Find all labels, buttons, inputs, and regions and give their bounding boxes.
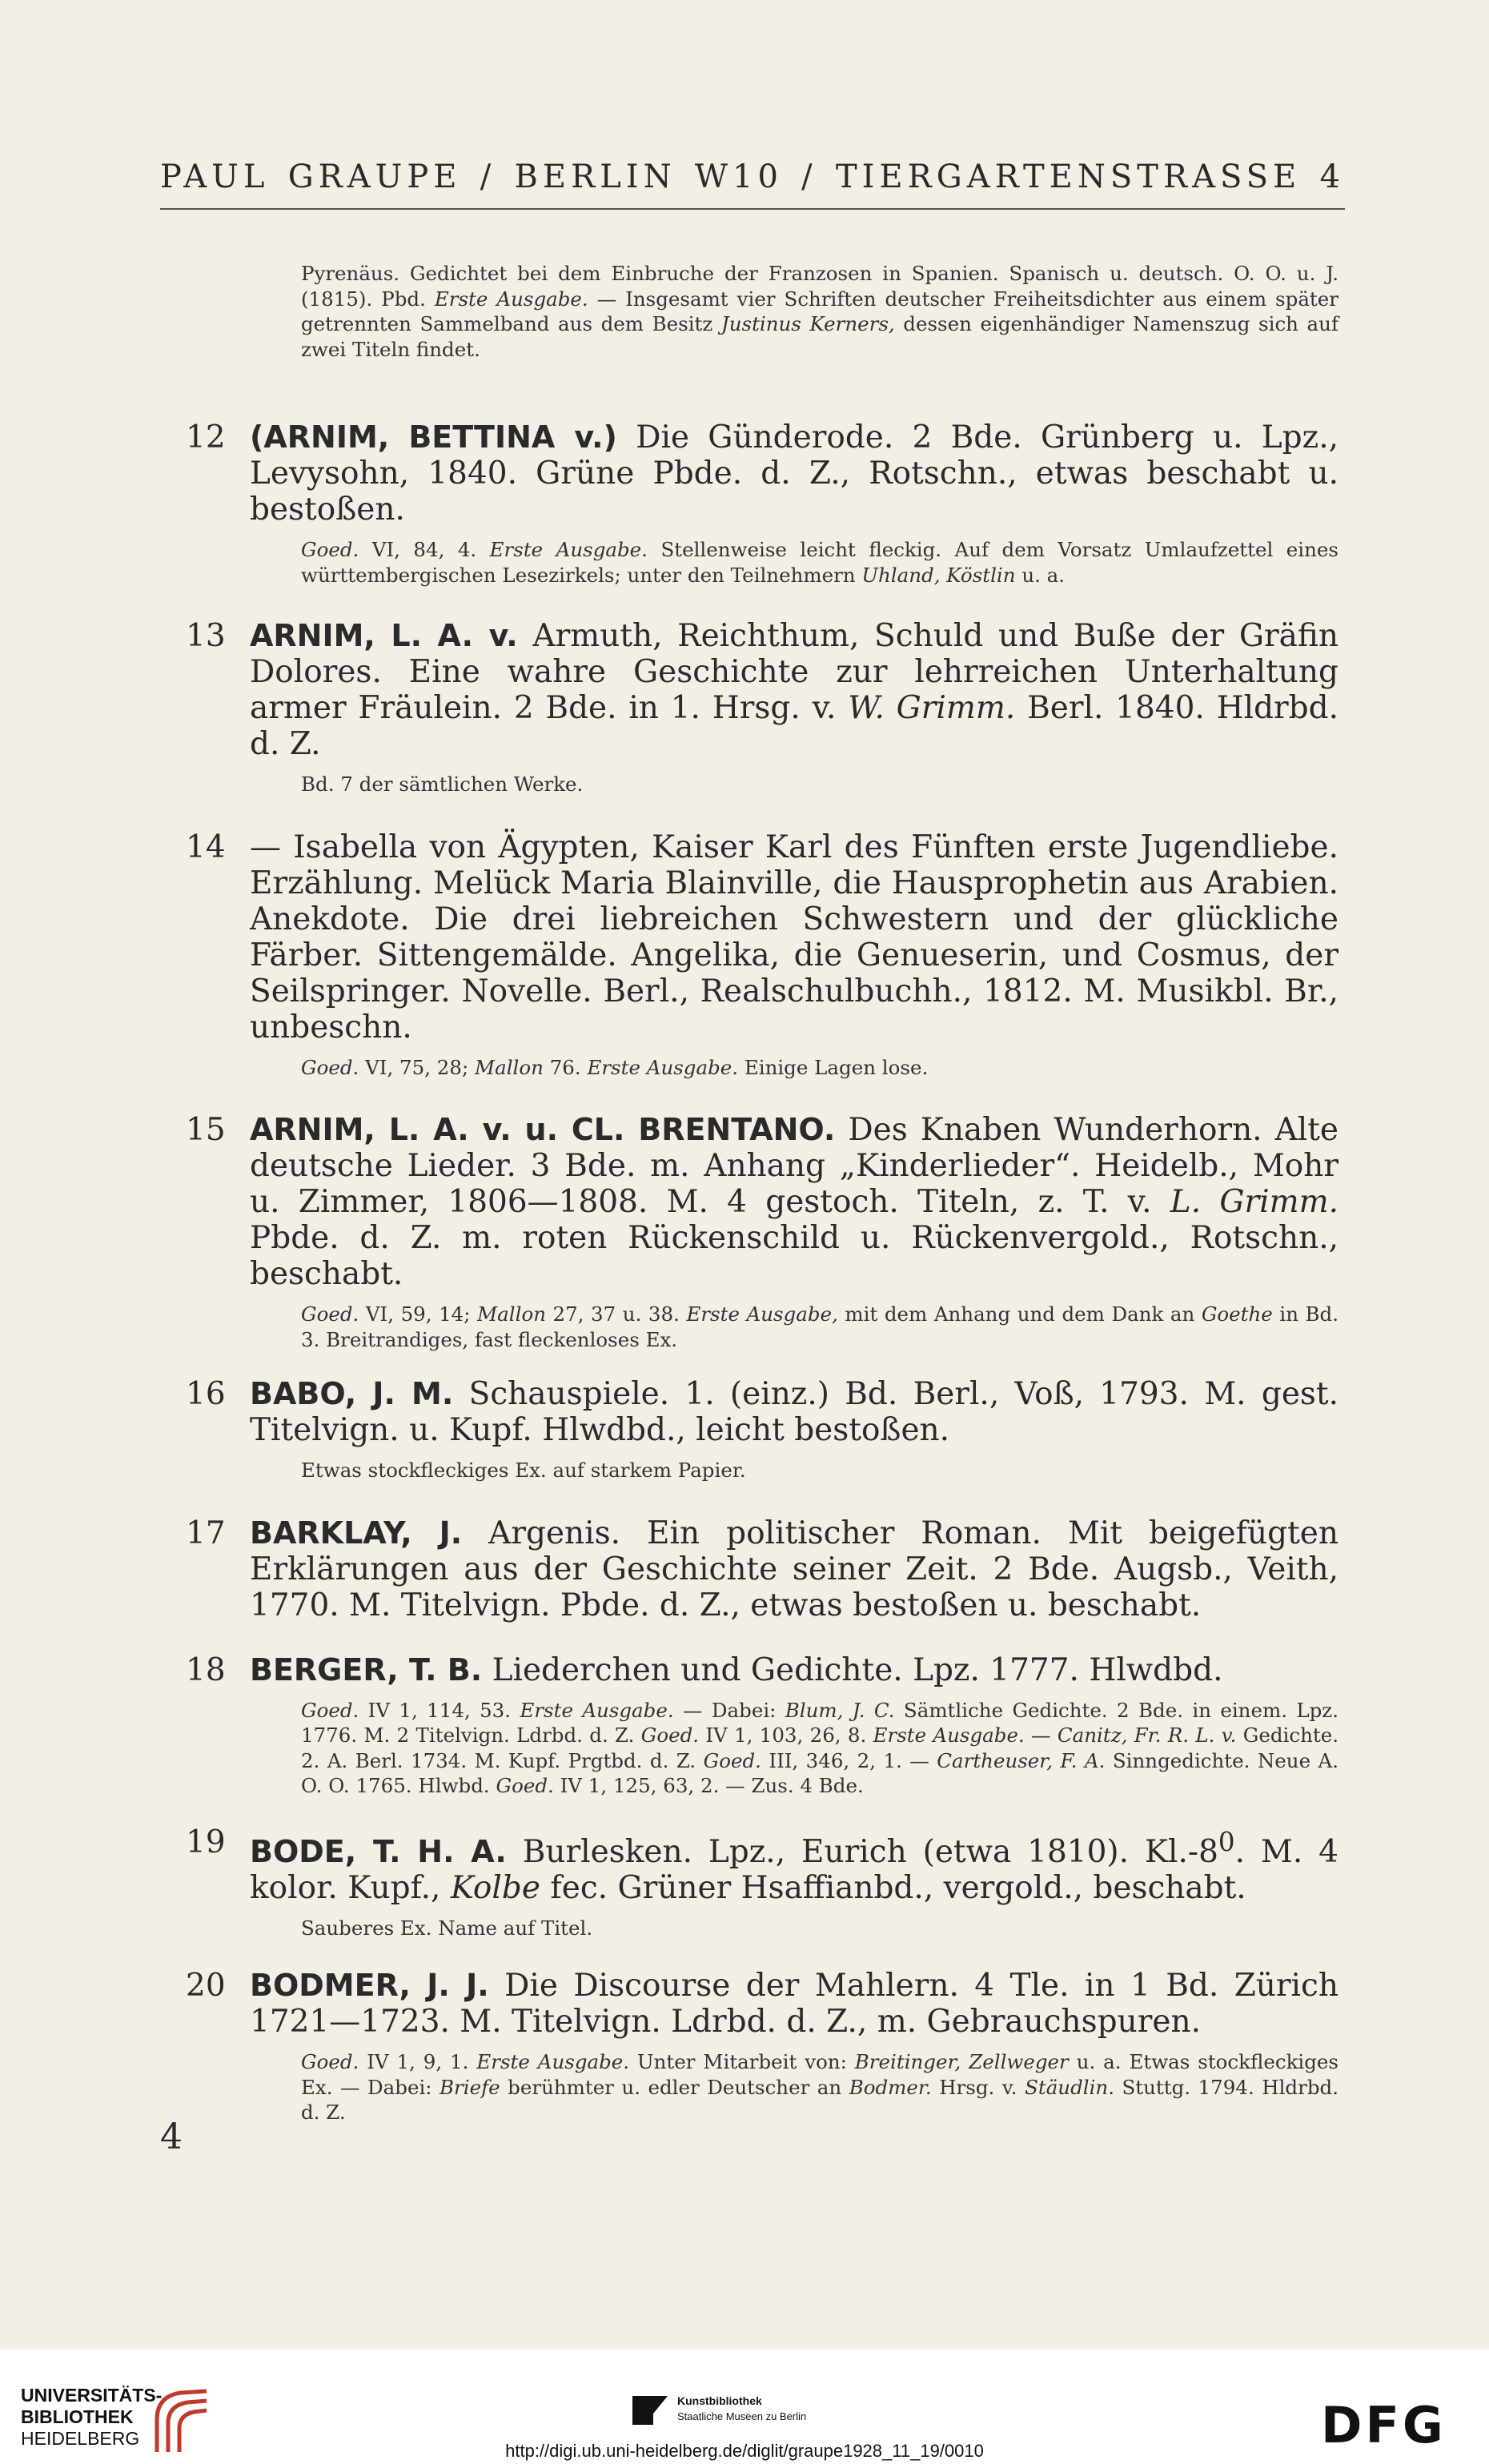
entry-description [250, 1824, 1338, 1906]
library-line-2: BIBLIOTHEK [21, 2406, 134, 2427]
entry-author: BERGER, T. B. [250, 1651, 483, 1687]
entry-number: 19 [186, 1824, 226, 1860]
running-head: PAUL GRAUPE / BERLIN W10 / TIERGARTENSTRASSE 4 [160, 159, 1345, 195]
catalog-entry [186, 1824, 1338, 1941]
entry-number: 13 [186, 618, 226, 654]
intro-note: Pyrenäus. Gedichtet bei dem Einbruche der Franzosen in Spanien. Spanisch u. deutsch. O. O. u. J. (1815). Pbd. Erste Ausgabe. — Insgesamt vier Schriften deutscher Freiheitsdichter aus einem später getrennten Sammelband aus dem Besitz Justinus Kerners, dessen eigenhändiger Namenszug sich auf zwei Titeln findet. [301, 262, 1339, 361]
catalog-entry [186, 1515, 1338, 1623]
entry-note: Goed. VI, 75, 28; Mallon 76. Erste Ausgabe. Einige Lagen lose. [301, 1055, 929, 1079]
entry-author: (ARNIM, BETTINA v.) [250, 419, 617, 455]
entry-number: 20 [186, 1968, 226, 2004]
entry-description [250, 1112, 1338, 1292]
entry-body: Schauspiele. 1. (einz.) Bd. Berl., Voß, 1793. M. gest. Titelvign. u. Kupf. Hlwdbd., leicht bestoßen. [250, 1376, 1338, 1448]
kb-mark-icon [632, 2393, 668, 2428]
entry-author: ARNIM, L. A. v. u. CL. BRENTANO. [250, 1112, 836, 1147]
entry-body: Burlesken. Lpz., Eurich (etwa 1810). $Kl.-8^0$. M. 4 kolor. Kupf., Kolbe fec. Grüner Hsaffianbd., vergold., beschabt. [250, 1826, 1338, 1906]
catalog-entry [186, 1652, 1338, 1799]
entry-description [250, 419, 1338, 528]
entry-note: Bd. 7 der sämtlichen Werke. [301, 773, 584, 796]
header-rule [160, 208, 1345, 210]
kb-title: Kunstbibliothek [677, 2394, 762, 2407]
catalog-entry [186, 1112, 1338, 1352]
entry-author: ARNIM, L. A. v. [250, 618, 518, 653]
entry-number: 17 [186, 1515, 226, 1551]
entry-body: Argenis. Ein politischer Roman. Mit beigefügten Erklärungen aus der Geschichte seiner Zeit. 2 Bde. Augsb., Veith, 1770. M. Titelvign. Pbde. d. Z., etwas bestoßen u. beschabt. [250, 1515, 1338, 1623]
entry-body: — Isabella von Ägypten, Kaiser Karl des Fünften erste Jugendliebe. Erzählung. Melück Maria Blainville, die Hausprophetin aus Arabien. Anekdote. Die drei liebreichen Schwestern und der glückliche Färber. Sittengemälde. Angelika, die Genueserin, und Cosmus, der Seilspringer. Novelle. Berl., Realschulbuchh., 1812. M. Musikbl. Br., unbeschn. [250, 829, 1338, 1045]
catalog-entries [186, 391, 1338, 2125]
entry-body: Des Knaben Wunderhorn. Alte deutsche Lieder. 3 Bde. m. Anhang „Kinderlieder“. Heidelb., Mohr u. Zimmer, 1806—1808. M. 4 gestoch. Titeln, z. T. v. L. Grimm. Pbde. d. Z. m. roten Rückenschild u. Rückenvergold., Rotschn., beschabt. [250, 1112, 1338, 1292]
source-url[interactable]: http://digi.ub.uni-heidelberg.de/diglit/graupe1928_11_19/0010 [505, 2441, 984, 2461]
catalog-entry [186, 829, 1338, 1081]
entry-description [250, 618, 1338, 762]
entry-description [250, 1968, 1338, 2040]
entry-number: 16 [186, 1376, 226, 1412]
entry-note: Goed. VI, 84, 4. Erste Ausgabe. Stellenweise leicht fleckig. Auf dem Vorsatz Umlaufzettel eines württembergischen Lesezirkels; unter den Teilnehmern Uhland, Köstlin u. a. [301, 538, 1338, 587]
entry-number: 12 [186, 419, 226, 455]
entry-description [250, 1515, 1338, 1623]
entry-description [250, 1376, 1338, 1448]
entry-author: BABO, J. M. [250, 1376, 454, 1411]
entry-author: BODMER, J. J. [250, 1968, 489, 2003]
entry-author: BODE, T. H. A. [250, 1833, 507, 1869]
entry-description [250, 1652, 1338, 1688]
entry-note: Etwas stockfleckiges Ex. auf starkem Papier. [301, 1459, 746, 1482]
entry-number: 15 [186, 1112, 226, 1148]
entry-body: Armuth, Reichthum, Schuld und Buße der Gräfin Dolores. Eine wahre Geschichte zur lehrreichen Unterhaltung armer Fräulein. 2 Bde. in 1. Hrsg. v. W. Grimm. Berl. 1840. Hldrbd. d. Z. [250, 618, 1339, 762]
library-line-1: UNIVERSITÄTS- [21, 2385, 163, 2406]
entry-number: 18 [186, 1651, 226, 1688]
entry-description [250, 829, 1338, 1045]
entry-note: Goed. IV 1, 114, 53. Erste Ausgabe. — Dabei: Blum, J. C. Sämtliche Gedichte. 2 Bde. in einem. Lpz. 1776. M. 2 Titelvign. Ldrbd. d. Z. Goed. IV 1, 103, 26, 8. Erste Ausgabe. — Canitz, Fr. R. L. v. Gedichte. 2. A. Berl. 1734. M. Kupf. Prgtbd. d. Z. Goed. III, 346, 2, 1. — Cartheuser, F. A. Sinngedichte. Neue A. O. O. 1765. Hlwbd. Goed. IV 1, 125, 63, 2. — Zus. 4 Bde. [301, 1698, 1339, 1797]
catalog-entry [186, 618, 1338, 797]
catalog-entry [186, 1376, 1338, 1483]
entry-body: Die Discourse der Mahlern. 4 Tle. in 1 Bd. Zürich 1721—1723. M. Titelvign. Ldrbd. d. Z., m. Gebrauchspuren. [250, 1968, 1338, 2040]
footer-bar [0, 2350, 1489, 2464]
entry-note: Goed. IV 1, 9, 1. Erste Ausgabe. Unter Mitarbeit von: Breitinger, Zellweger u. a. Etwas stockfleckiges Ex. — Dabei: Briefe berühmter u. edler Deutscher an Bodmer. Hrsg. v. Stäudlin. Stuttg. 1794. Hldrbd. d. Z. [301, 2050, 1339, 2124]
entry-note: Sauberes Ex. Name auf Titel. [301, 1916, 593, 1940]
kunstbibliothek-logo[interactable] [632, 2393, 889, 2441]
entry-body: Liederchen und Gedichte. Lpz. 1777. Hlwdbd. [492, 1651, 1223, 1688]
catalog-entry [186, 1968, 1338, 2125]
entry-number: 14 [186, 829, 226, 865]
kb-subtitle: Staatliche Museen zu Berlin [677, 2410, 807, 2422]
entry-body: Die Günderode. 2 Bde. Grünberg u. Lpz., Levysohn, 1840. Grüne Pbde. d. Z., Rotschn., etwas beschabt u. bestoßen. [250, 419, 1338, 528]
page-number: 4 [160, 2117, 183, 2157]
library-line-3: HEIDELBERG [21, 2428, 140, 2449]
entry-author: BARKLAY, J. [250, 1515, 463, 1551]
entry-note: Goed. VI, 59, 14; Mallon 27, 37 u. 38. Erste Ausgabe, mit dem Anhang und dem Dank an Goethe in Bd. 3. Breitrandiges, fast fleckenloses Ex. [301, 1302, 1339, 1351]
catalog-entry [186, 419, 1338, 588]
dfg-logo[interactable]: DFG [1321, 2396, 1447, 2454]
